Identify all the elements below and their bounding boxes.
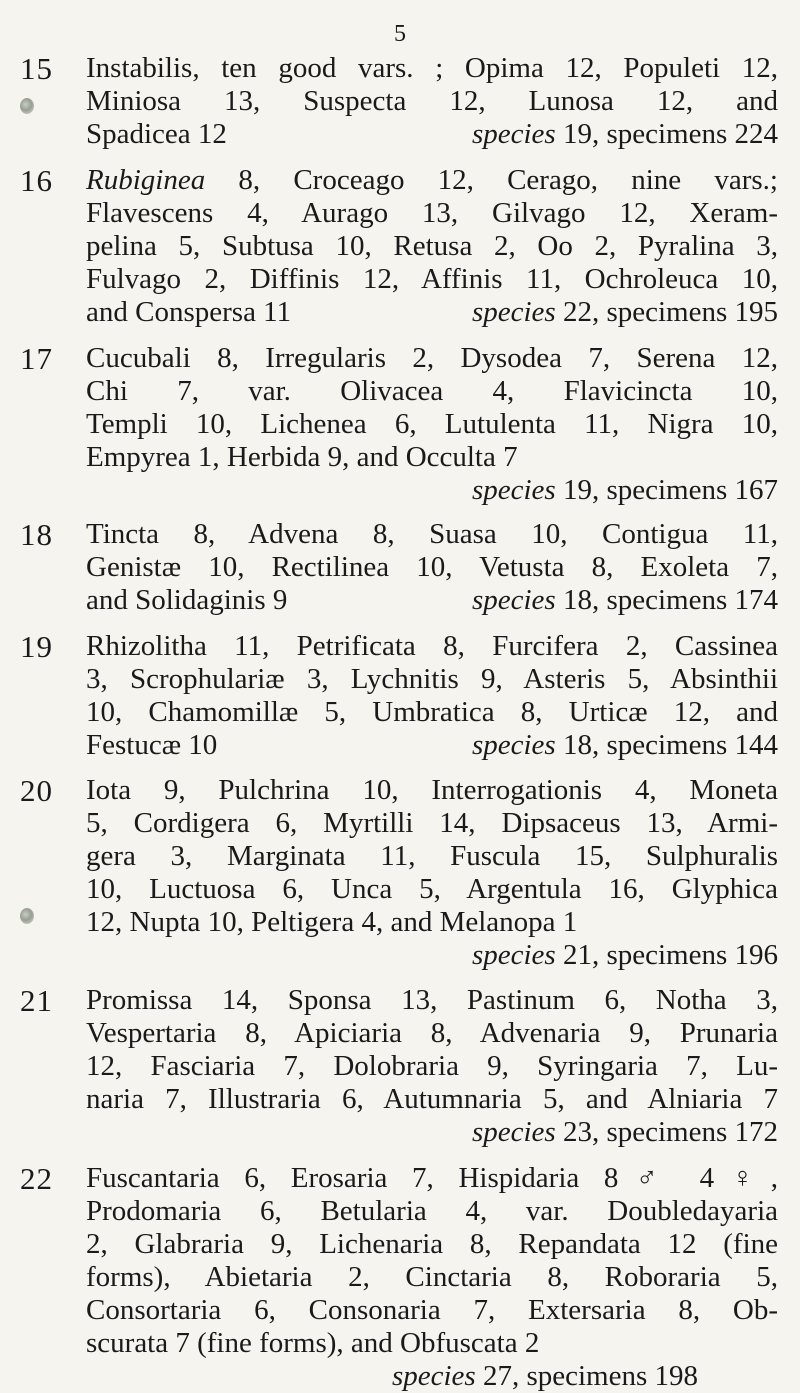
species-count: 18, specimens 144 — [562, 729, 778, 761]
lot-summary — [472, 296, 778, 329]
description-line: 5, Cordigera 6, Myrtilli 14, Dipsaceus 13, Armi- — [86, 807, 778, 839]
lot-number: 21 — [20, 983, 53, 1018]
species-count: 19, specimens 224 — [562, 118, 778, 150]
lot-summary — [86, 939, 778, 972]
description-line: Festucæ 10 — [86, 729, 218, 761]
description-line — [86, 164, 778, 197]
description-line: Empyrea 1, Herbida 9, and Occulta 7 — [86, 441, 518, 473]
species-label: species — [471, 296, 556, 328]
lot-summary-row — [86, 584, 778, 617]
description-line: Tincta 8, Advena 8, Suasa 10, Contigua 11, — [86, 518, 778, 550]
species-count: 18, specimens 174 — [562, 584, 778, 616]
lot-summary-row — [86, 118, 778, 151]
lot-number: 19 — [20, 629, 53, 664]
species-count: 22, specimens 195 — [562, 296, 778, 328]
description-line: Flavescens 4, Aurago 13, Gilvago 12, Xeram- — [86, 197, 778, 229]
lot-description — [86, 630, 778, 762]
species-label: species — [471, 1116, 556, 1148]
species-label: species — [471, 118, 556, 150]
lot-number: 22 — [20, 1161, 53, 1196]
description-line: 10, Luctuosa 6, Unca 5, Argentula 16, Glyphica — [86, 873, 778, 905]
lot-number: 16 — [20, 163, 53, 198]
description-line: Rhizolitha 11, Petrificata 8, Furcifera 2, Cassinea — [86, 630, 778, 662]
lot-description — [86, 52, 778, 151]
description-line: pelina 5, Subtusa 10, Retusa 2, Oo 2, Pyralina 3, — [86, 230, 778, 262]
species-label: species — [471, 939, 556, 971]
lot-summary — [472, 729, 778, 762]
species-count: 21, specimens 196 — [562, 939, 778, 971]
description-line: Templi 10, Lichenea 6, Lutulenta 11, Nigra 10, — [86, 408, 778, 440]
lot-description — [86, 342, 778, 507]
description-line: Chi 7, var. Olivacea 4, Flavicincta 10, — [86, 375, 778, 407]
species-label: species — [471, 474, 556, 506]
description-line: Instabilis, ten good vars. ; Opima 12, Populeti 12, — [86, 52, 778, 84]
description-line: Promissa 14, Sponsa 13, Pastinum 6, Notha 3, — [86, 984, 778, 1016]
lot-summary-row — [86, 729, 778, 762]
lot-description — [86, 1162, 778, 1393]
description-line: 10, Chamomillæ 5, Umbratica 8, Urticæ 12, and — [86, 696, 778, 728]
lot-description — [86, 518, 778, 617]
lot-description — [86, 164, 778, 329]
description-line: and Conspersa 11 — [86, 296, 292, 328]
species-label: species — [471, 584, 556, 616]
species-label: species — [471, 729, 556, 761]
lot-summary — [472, 584, 778, 617]
paper-stain — [20, 98, 34, 114]
description-line: and Solidaginis 9 — [86, 584, 288, 616]
lot-number: 15 — [20, 51, 53, 86]
description-line: Consortaria 6, Consonaria 7, Extersaria 8, Ob- — [86, 1294, 778, 1326]
species-label: species — [391, 1360, 476, 1392]
description-line: Fuscantaria 6, Erosaria 7, Hispidaria 8♂ 4♀, — [86, 1162, 778, 1194]
description-text: 8, Croceago 12, Cerago, nine vars.; — [205, 164, 778, 196]
lot-description — [86, 774, 778, 972]
description-line: forms), Abietaria 2, Cinctaria 8, Roboraria 5, — [86, 1261, 778, 1293]
description-line: Genistæ 10, Rectilinea 10, Vetusta 8, Exoleta 7, — [86, 551, 778, 583]
lot-number: 18 — [20, 517, 53, 552]
description-line: 2, Glabraria 9, Lichenaria 8, Repandata 12 (fine — [86, 1228, 778, 1260]
description-line: 12, Fasciaria 7, Dolobraria 9, Syringaria 7, Lu- — [86, 1050, 778, 1082]
lot-number: 20 — [20, 773, 53, 808]
species-count: 23, specimens 172 — [562, 1116, 778, 1148]
description-line: 12, Nupta 10, Peltigera 4, and Melanopa 1 — [86, 906, 578, 938]
lot-summary-row — [86, 296, 778, 329]
description-line: Cucubali 8, Irregularis 2, Dysodea 7, Serena 12, — [86, 342, 778, 374]
lot-summary — [86, 474, 778, 507]
description-line: Prodomaria 6, Betularia 4, var. Doubledayaria — [86, 1195, 778, 1227]
description-line: scurata 7 (fine forms), and Obfuscata 2 — [86, 1327, 540, 1359]
description-line: Spadicea 12 — [86, 118, 227, 150]
description-line: gera 3, Marginata 11, Fuscula 15, Sulphuralis — [86, 840, 778, 872]
lot-summary — [86, 1116, 778, 1149]
description-line: Fulvago 2, Diffinis 12, Affinis 11, Ochroleuca 10, — [86, 263, 778, 295]
species-count: 19, specimens 167 — [562, 474, 778, 506]
lot-summary — [472, 118, 778, 151]
paper-stain — [20, 908, 34, 924]
description-line: Miniosa 13, Suspecta 12, Lunosa 12, and — [86, 85, 778, 117]
lot-summary — [86, 1360, 778, 1393]
description-line: Vespertaria 8, Apiciaria 8, Advenaria 9, Prunaria — [86, 1017, 778, 1049]
lot-number: 17 — [20, 341, 53, 376]
species-count: 27, specimens 198 — [482, 1360, 698, 1392]
description-line: Iota 9, Pulchrina 10, Interrogationis 4, Moneta — [86, 774, 778, 806]
lot-description — [86, 984, 778, 1149]
lead-species-name: Rubiginea — [86, 164, 206, 196]
page-number: 5 — [394, 21, 406, 47]
description-line: 3, Scrophulariæ 3, Lychnitis 9, Asteris 5, Absinthii — [86, 663, 778, 695]
description-line: naria 7, Illustraria 6, Autumnaria 5, and Alniaria 7 — [86, 1083, 778, 1115]
